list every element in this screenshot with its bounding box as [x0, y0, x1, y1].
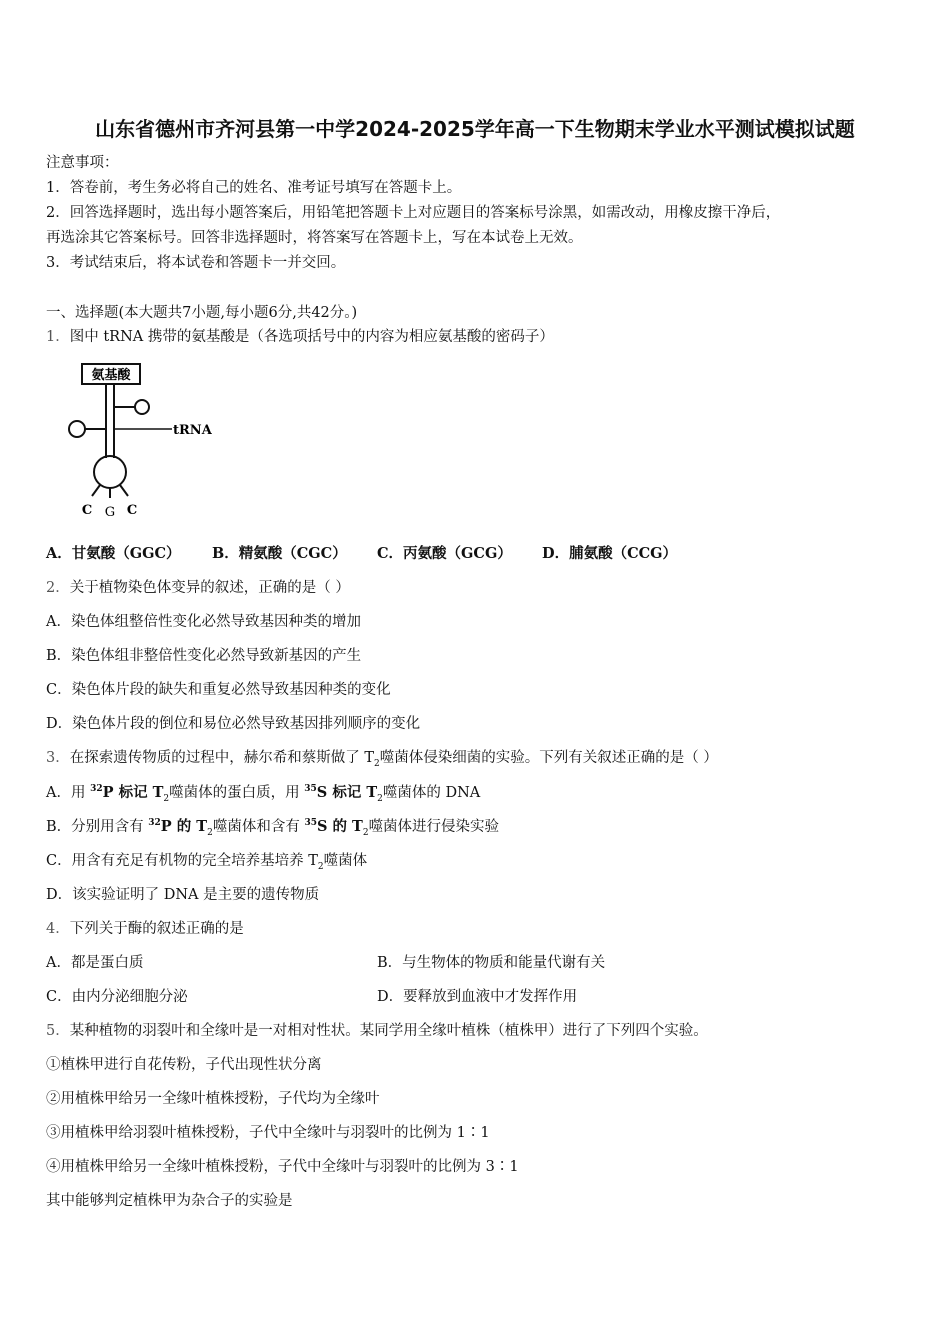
option-b[interactable]: B．染色体组非整倍性变化必然导致新基因的产生 [46, 648, 362, 664]
question-number: 3． [46, 750, 70, 766]
question-stem: 下列关于酶的叙述正确的是 [69, 921, 244, 937]
superscript: 35 [304, 818, 317, 829]
option-c[interactable]: C．丙氨酸（GCG） [377, 545, 512, 562]
option-a[interactable]: A．都是蛋白质 [46, 955, 144, 971]
option-c[interactable] [46, 852, 367, 870]
option-c[interactable]: C．染色体片段的缺失和重复必然导致基因种类的变化 [46, 682, 391, 698]
text-part: P 标记 T [102, 784, 164, 801]
subscript: 2 [207, 827, 213, 838]
option-d[interactable]: D．要释放到血液中才发挥作用 [377, 989, 578, 1005]
question-number: 5． [46, 1023, 70, 1039]
question-4 [46, 920, 244, 938]
text-part: P 的 T [160, 818, 208, 835]
notice-heading: 注意事项： [46, 155, 119, 171]
option-d[interactable]: D．脯氨酸（CCG） [542, 545, 678, 562]
anticodon-loop [94, 456, 126, 488]
amino-acid-label: 氨基酸 [91, 368, 131, 383]
text-part: A．用 [46, 785, 91, 801]
text-part: S 的 T [316, 818, 363, 835]
question-3 [46, 749, 718, 767]
experiment-3: ③用植株甲给羽裂叶植株授粉，子代中全缘叶与羽裂叶的比例为 1∶1 [46, 1125, 490, 1141]
subscript: 2 [163, 793, 170, 804]
experiment-4: ④用植株甲给另一全缘叶植株授粉，子代中全缘叶与羽裂叶的比例为 3∶1 [46, 1159, 519, 1175]
question-number: 2． [46, 580, 70, 596]
subscript: 2 [362, 827, 369, 838]
text-part: B．分别用含有 [46, 819, 149, 835]
superscript: 32 [148, 818, 161, 829]
question-5 [46, 1022, 708, 1040]
option-d[interactable]: D．该实验证明了 DNA 是主要的遗传物质 [46, 887, 320, 903]
notice-item-3: 3．考试结束后，将本试卷和答题卡一并交回。 [46, 255, 346, 271]
trna-figure [60, 362, 220, 520]
question-stem: 图中 tRNA 携带的氨基酸是（各选项括号中的内容为相应氨基酸的密码子） [69, 329, 554, 345]
base-bond-1 [92, 485, 100, 496]
question-5-tail: 其中能够判定植株甲为杂合子的实验是 [46, 1193, 293, 1209]
left-loop [69, 421, 85, 437]
option-d[interactable]: D．染色体片段的倒位和易位必然导致基因排列顺序的变化 [46, 716, 421, 732]
right-loop [135, 400, 149, 414]
notice-item-1: 1．答卷前，考生务必将自己的姓名、准考证号填写在答题卡上。 [46, 180, 462, 196]
experiment-1: ①植株甲进行自花传粉，子代出现性状分离 [46, 1057, 322, 1073]
base-2: G [104, 505, 116, 520]
text-part: 噬菌体和含有 [212, 819, 305, 835]
question-number: 1． [46, 329, 70, 345]
option-a[interactable] [46, 784, 480, 802]
option-a[interactable]: A．甘氨酸（GGC） [46, 545, 181, 562]
text-part: 噬菌体进行侵染实验 [368, 819, 500, 835]
question-stem: 某种植物的羽裂叶和全缘叶是一对相对性状。某同学用全缘叶植株（植株甲）进行了下列四个实验。 [69, 1023, 708, 1039]
subscript: 2 [374, 758, 380, 769]
question-1 [46, 328, 554, 346]
trna-label: tRNA [173, 423, 212, 438]
section-heading: 一、选择题(本大题共7小题,每小题6分,共42分。) [46, 305, 358, 321]
question-stem-part-1: 在探索遗传物质的过程中，赫尔希和蔡斯做了 T [69, 750, 375, 766]
question-stem-part-2: 噬菌体侵染细菌的实验。下列有关叙述正确的是（ ） [379, 750, 718, 766]
page-title: 山东省德州市齐河县第一中学2024-2025学年高一下生物期末学业水平测试模拟试题 [95, 117, 855, 141]
text-part: C．用含有充足有机物的完全培养基培养 T [46, 853, 318, 869]
question-number: 4． [46, 921, 70, 937]
superscript: 35 [304, 784, 317, 795]
base-3: C [126, 503, 138, 518]
option-b[interactable]: B．与生物体的物质和能量代谢有关 [377, 955, 606, 971]
base-bond-3 [120, 485, 128, 496]
text-part: 噬菌体的蛋白质，用 [169, 785, 305, 801]
option-b[interactable] [46, 818, 499, 836]
superscript: 32 [90, 784, 103, 795]
question-2 [46, 579, 350, 597]
subscript: 2 [317, 861, 324, 872]
text-part: 噬菌体的 DNA [382, 785, 481, 801]
experiment-2: ②用植株甲给另一全缘叶植株授粉，子代均为全缘叶 [46, 1091, 380, 1107]
text-part: 噬菌体 [323, 853, 368, 869]
base-1: C [81, 503, 93, 518]
notice-item-2-cont: 再选涂其它答案标号。回答非选择题时，将答案写在答题卡上，写在本试卷上无效。 [46, 230, 583, 246]
notice-item-2: 2．回答选择题时，选出每小题答案后，用铅笔把答题卡上对应题目的答案标号涂黑，如需改动，用橡皮擦干净后， [46, 205, 781, 221]
subscript: 2 [377, 793, 383, 804]
text-part: S 标记 T [316, 784, 378, 801]
question-stem: 关于植物染色体变异的叙述，正确的是（ ） [69, 580, 350, 596]
option-c[interactable]: C．由内分泌细胞分泌 [46, 989, 188, 1005]
option-a[interactable]: A．染色体组整倍性变化必然导致基因种类的增加 [46, 614, 361, 630]
option-b[interactable]: B．精氨酸（CGC） [212, 545, 347, 562]
